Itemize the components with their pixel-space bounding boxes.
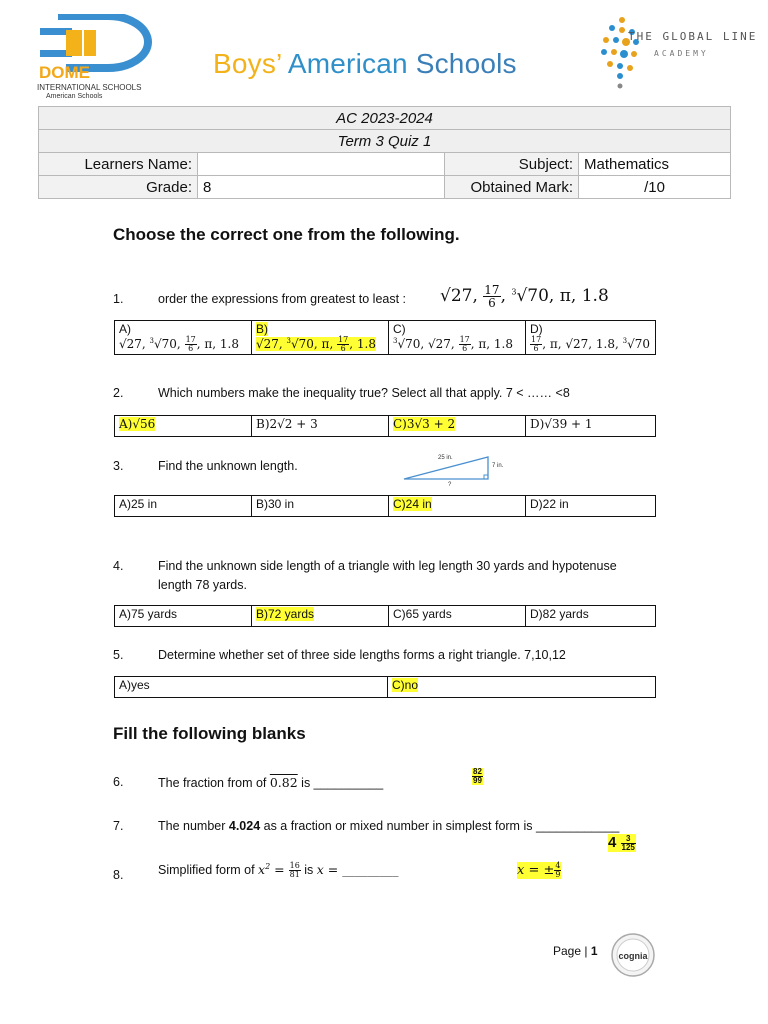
q1-text: order the expressions from greatest to least : — [158, 292, 407, 306]
academic-year: AC 2023-2024 — [39, 107, 731, 130]
global-line-logo — [598, 14, 758, 94]
q3-option-c[interactable]: C)24 in — [389, 496, 526, 517]
global-logo-line2: ACADEMY — [654, 49, 709, 58]
q5-option-a[interactable]: A)yes — [115, 677, 388, 698]
q2-options — [114, 415, 656, 437]
dome-logo-sub1: INTERNATIONAL SCHOOLS — [37, 83, 142, 92]
dome-logo-text: DOME — [39, 63, 90, 82]
q4-options — [114, 605, 656, 627]
school-word-american: American — [287, 48, 408, 79]
q8-answer: x = ± $\frac{4}{9}$ — [517, 861, 561, 879]
q1-option-a[interactable]: A) √27, $^3$√70, $\frac{17}{6}$ , π, 1.8 — [115, 321, 252, 355]
q3-option-d[interactable]: D)22 in — [526, 496, 656, 517]
q7-number: 7. — [113, 819, 124, 833]
q3-options — [114, 495, 656, 517]
q1-options — [114, 320, 656, 355]
quiz-title: Term 3 Quiz 1 — [39, 130, 731, 153]
q2-option-d[interactable]: D)√39 + 1 — [526, 416, 656, 437]
q1-number: 1. — [113, 292, 124, 306]
triangle-leg-label: 7 in. — [492, 463, 504, 469]
section2-title: Fill the following blanks — [113, 724, 306, 743]
q2-option-b[interactable]: B)2√2 + 3 — [252, 416, 389, 437]
school-word-boys: Boys’ — [213, 48, 282, 79]
q5-number: 5. — [113, 648, 124, 662]
q5-option-c[interactable]: C)no — [388, 677, 656, 698]
q4-option-b[interactable]: B)72 yards — [252, 606, 389, 627]
triangle-hyp-label: 25 in. — [438, 455, 453, 461]
q2-text: Which numbers make the inequality true? Select all that apply. 7 < …… <8 — [158, 386, 570, 400]
q1-expression: √27, $\frac{17}{6}$ , $^3$√70, π, 1.8 — [440, 283, 609, 310]
subject-value: Mathematics — [579, 153, 731, 176]
q4-number: 4. — [113, 559, 124, 573]
q4-text-line2: length 78 yards. — [158, 578, 247, 592]
cognia-badge — [610, 932, 656, 978]
obtained-mark-value: /10 — [579, 176, 731, 199]
q1-option-d[interactable]: D) $\frac{17}{6}$ , π, √27, 1.8, $^3$√70 — [526, 321, 656, 355]
q4-text-line1: Find the unknown side length of a triangle with leg length 30 yards and hypotenuse — [158, 559, 617, 573]
right-triangle-diagram — [400, 449, 512, 487]
q4-option-d[interactable]: D)82 yards — [526, 606, 656, 627]
school-name — [213, 48, 517, 80]
triangle-base-label: ? — [448, 482, 452, 487]
obtained-mark-label: Obtained Mark: — [445, 176, 579, 199]
q5-text: Determine whether set of three side lengths forms a right triangle. 7,10,12 — [158, 648, 566, 662]
q6-text: The fraction from of 0.82 is __________ — [158, 775, 384, 790]
q6-answer: $\frac{82}{99}$ — [473, 767, 482, 786]
cognia-badge-text: cognia — [618, 951, 648, 961]
q5-options — [114, 676, 656, 698]
q4-option-c[interactable]: C)65 yards — [389, 606, 526, 627]
q6-number: 6. — [113, 775, 124, 789]
dome-logo — [36, 14, 160, 100]
learners-name-field[interactable] — [198, 153, 445, 176]
subject-label: Subject: — [445, 153, 579, 176]
q4-option-a[interactable]: A)75 yards — [115, 606, 252, 627]
page-number: Page | 1 — [553, 944, 598, 958]
q3-option-a[interactable]: A)25 in — [115, 496, 252, 517]
q8-number: 8. — [113, 868, 124, 882]
q3-number: 3. — [113, 459, 124, 473]
learners-name-label: Learners Name: — [39, 153, 198, 176]
q3-text: Find the unknown length. — [158, 459, 298, 473]
global-logo-line1: THE GLOBAL LINE — [628, 30, 758, 43]
section1-title: Choose the correct one from the following. — [113, 225, 460, 244]
q8-text: Simplified form of $x^2$ = $\frac{16}{81}$ is x = _________ — [158, 861, 399, 880]
q2-number: 2. — [113, 386, 124, 400]
q3-option-b[interactable]: B)30 in — [252, 496, 389, 517]
info-table — [38, 106, 731, 199]
q2-option-c[interactable]: C)3√3 + 2 — [389, 416, 526, 437]
school-word-schools: Schools — [415, 48, 517, 79]
q7-text: The number 4.024 as a fraction or mixed number in simplest form is ____________ — [158, 819, 620, 833]
q2-option-a[interactable]: A)√56 — [115, 416, 252, 437]
q1-option-b[interactable]: B) √27, $^3$√70, π, $\frac{17}{6}$ , 1.8 — [252, 321, 389, 355]
grade-value: 8 — [198, 176, 445, 199]
dome-logo-sub2: American Schools — [46, 93, 103, 100]
q7-answer: 4 $\frac{3}{125}$ — [608, 833, 635, 852]
q1-option-c[interactable]: C) $^3$√70, √27, $\frac{17}{6}$ , π, 1.8 — [389, 321, 526, 355]
grade-label: Grade: — [39, 176, 198, 199]
